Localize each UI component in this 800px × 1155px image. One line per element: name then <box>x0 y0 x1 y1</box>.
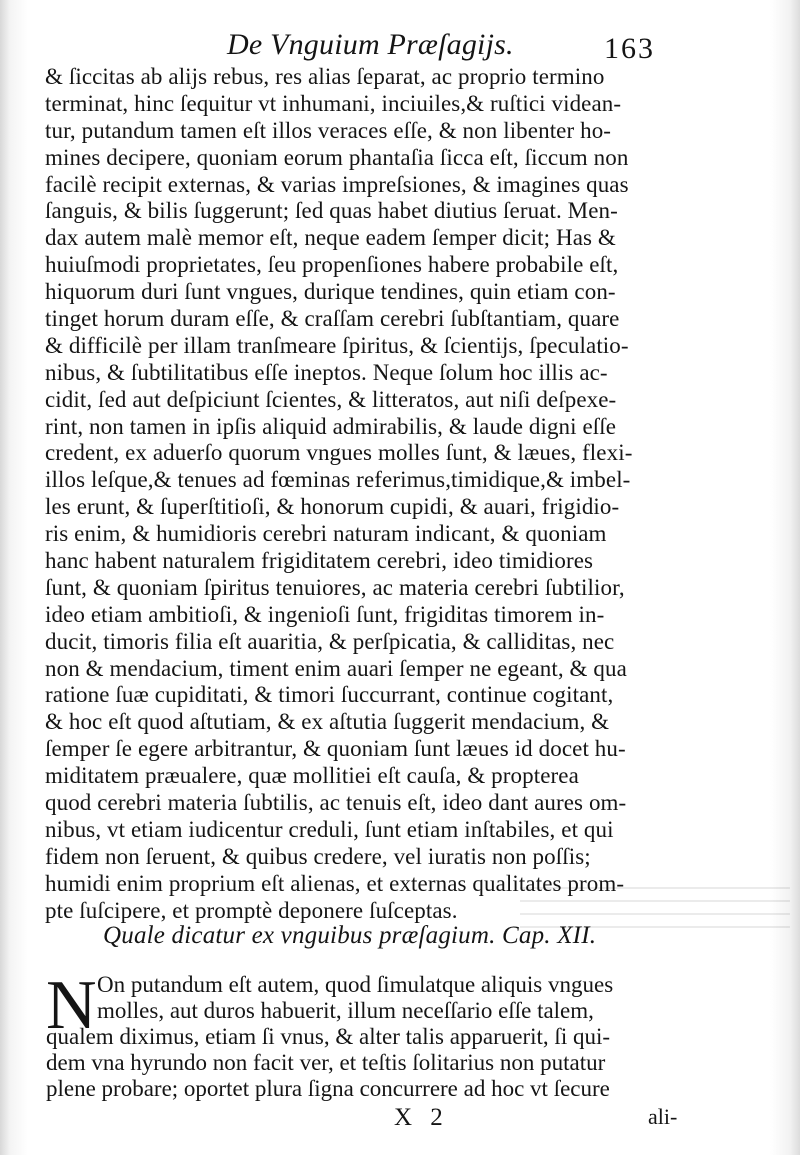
section-line: qualem diximus, etiam ſi vnus, & alter talis apparuerit, ſi qui- <box>46 1024 611 1049</box>
text-line: quod cerebri materia ſubtilis, ac tenuis eſt, ideo dant aures om- <box>45 790 627 816</box>
page-footer <box>0 1104 800 1134</box>
text-line: tinget horum duram eſſe, & craſſam cerebri ſubſtantiam, quare <box>45 306 620 332</box>
chapter-heading: Quale dicatur ex vnguibus præſagium. Cap. XII. <box>103 922 597 949</box>
text-line: pte ſuſcipere, et promptè deponere ſuſceptas. <box>45 897 458 923</box>
text-line: ſemper ſe egere arbitrantur, & quoniam ſunt læues id docet hu- <box>45 736 626 762</box>
page-header <box>0 26 800 66</box>
text-line: ſunt, & quoniam ſpiritus tenuiores, ac materia cerebri ſubtilior, <box>45 574 625 600</box>
text-line: nibus, vt etiam iudicentur creduli, ſunt etiam inſtabiles, et qui <box>45 816 614 842</box>
text-line: ducit, timoris filia eſt auaritia, & perſpicatia, & calliditas, nec <box>45 628 615 654</box>
text-line: & ſiccitas ab alijs rebus, res alias ſeparat, ac proprio termino <box>45 64 605 89</box>
text-line: ratione ſuæ cupiditati, & timori ſuccurrant, continue cogitant, <box>45 682 614 708</box>
main-text-block <box>45 64 725 925</box>
page-number: 163 <box>604 32 655 65</box>
text-line: huiuſmodi proprietates, ſeu propenſiones habere probabile eſt, <box>45 252 619 278</box>
text-line: ſanguis, & bilis ſuggerunt; ſed quas habet diutius ſeruat. Men- <box>45 198 618 224</box>
text-line: miditatem præualere, quæ mollitiei eſt cauſa, & propterea <box>45 763 579 789</box>
text-line: cidit, ſed aut deſpiciunt ſcientes, & litteratos, aut niſi deſpexe- <box>45 386 617 412</box>
text-line: fidem non ſeruent, & quibus credere, vel iuratis non poſſis; <box>45 843 591 869</box>
text-line: mines decipere, quoniam eorum phantaſia ſicca eſt, ſiccum non <box>45 144 629 170</box>
catchword: ali- <box>648 1104 678 1129</box>
text-line: non & mendacium, timent enim auari ſemper ne egeant, & qua <box>45 655 627 681</box>
text-line: hiquorum duri ſunt vngues, durique tendines, quin etiam con- <box>45 279 616 305</box>
section-line: On putandum eſt autem, quod ſimulatque aliquis vngues <box>97 972 614 997</box>
text-line: credent, ex aduerſo quorum vngues molles ſunt, & læues, flexi- <box>45 440 633 466</box>
text-line: & difficilè per illam tranſmeare ſpiritus, & ſcientijs, ſpeculatio- <box>45 332 629 358</box>
text-line: ideo etiam ambitioſi, & ingenioſi ſunt, frigiditas timorem in- <box>45 601 605 627</box>
text-line: humidi enim proprium eſt alienas, et externas qualitates prom- <box>45 870 625 896</box>
section-line: molles, aut duros habuerit, illum neceſſario eſſe talem, <box>97 998 594 1023</box>
text-line: rint, non tamen in ipſis aliquid admirabilis, & laude digni eſſe <box>45 413 617 439</box>
text-line: terminat, hinc ſequitur vt inhumani, inciuiles,& ruſtici videan- <box>45 90 622 116</box>
signature-mark: X 2 <box>394 1104 449 1131</box>
chapter-text-block <box>46 967 736 1102</box>
text-line: dax autem malè memor eſt, neque eadem ſemper dicit; Has & <box>45 225 616 251</box>
section-line: dem vna hyrundo non facit ver, et teſtis ſolitarius non putatur <box>46 1050 606 1075</box>
text-line: les erunt, & ſuperſtitioſi, & honorum cupidi, & auari, frigidio- <box>45 494 620 520</box>
text-line: illos leſque,& tenues ad fœminas referimus,timidique,& imbel- <box>45 467 631 493</box>
text-line: & hoc eſt quod aſtutiam, & ex aſtutia ſuggerit mendacium, & <box>45 709 610 735</box>
text-line: tur, putandum tamen eſt illos veraces eſſe, & non libenter ho- <box>45 117 612 143</box>
text-line: hanc habent naturalem frigiditatem cerebri, ideo timidiores <box>45 548 594 574</box>
running-title: De Vnguium Præſagijs. <box>227 28 514 61</box>
drop-cap: N <box>46 967 97 1044</box>
text-line: facilè recipit externas, & varias impreſsiones, & imagines quas <box>45 171 629 197</box>
text-line: nibus, & ſubtilitatibus eſſe ineptos. Neque ſolum hoc illis ac- <box>45 359 608 385</box>
text-line: ris enim, & humidioris cerebri naturam indicant, & quoniam <box>45 521 607 547</box>
section-line: plene probare; oportet plura ſigna concurrere ad hoc vt ſecure <box>46 1076 610 1101</box>
